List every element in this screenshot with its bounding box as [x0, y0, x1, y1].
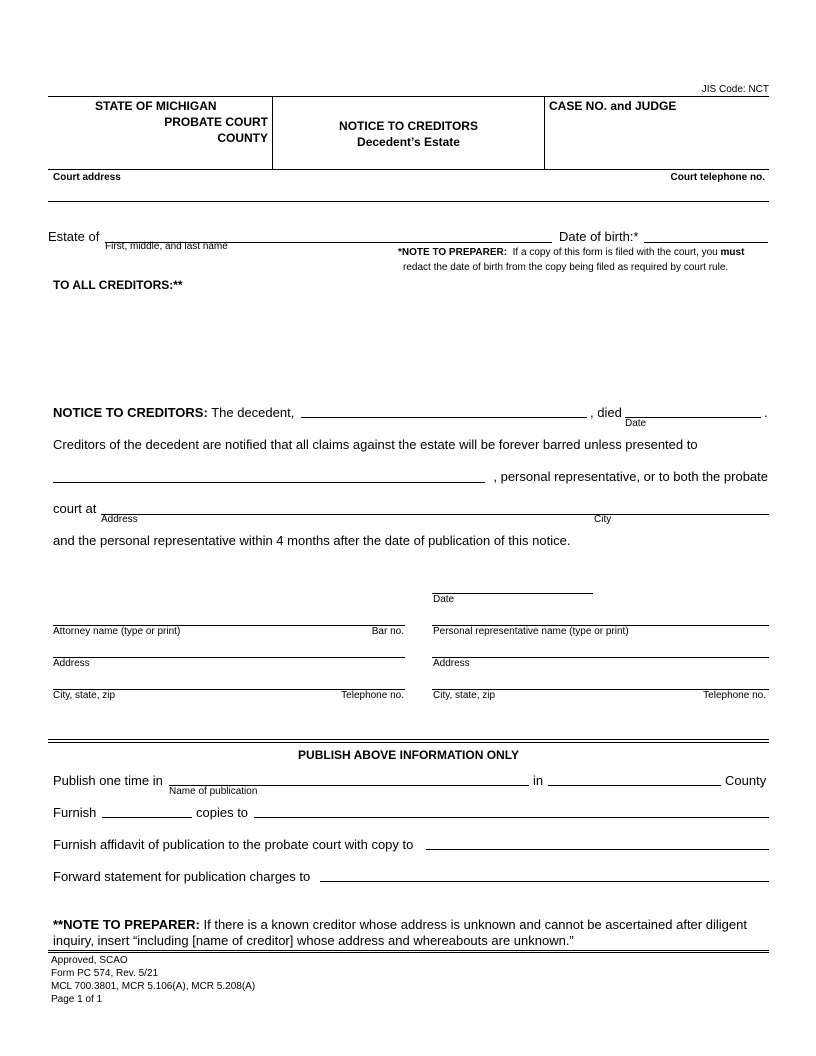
publication-caption: Name of publication	[169, 786, 258, 797]
jis-code: JIS Code: NCT	[701, 84, 769, 95]
footer-rule-1	[48, 950, 769, 951]
header-divider-2	[544, 96, 545, 169]
page-number: Page 1 of 1	[51, 994, 103, 1005]
attorney-tel-caption: Telephone no.	[341, 690, 404, 701]
county-label: COUNTY	[217, 131, 268, 145]
publish-rule-2	[48, 742, 769, 743]
copies-to-field[interactable]	[254, 817, 769, 818]
court-at-field[interactable]	[101, 514, 769, 515]
publish-heading: PUBLISH ABOVE INFORMATION ONLY	[298, 748, 519, 762]
statute-refs: MCL 700.3801, MCR 5.106(A), MCR 5.208(A)	[51, 981, 256, 992]
personal-rep-text: , personal representative, or to both the probate	[493, 469, 768, 484]
date-caption: Date	[433, 594, 455, 605]
form-title: NOTICE TO CREDITORS	[339, 119, 478, 133]
pr-tel-caption: Telephone no.	[703, 690, 766, 701]
publish-one-time-label: Publish one time in	[53, 773, 163, 788]
publish-county-label: County	[725, 773, 767, 788]
pr-address-caption: Address	[433, 658, 470, 669]
copies-to-label: copies to	[196, 805, 249, 820]
dob-note-text-1: If a copy of this form is filed with the court, you	[512, 247, 718, 258]
died-text: , died	[590, 405, 622, 420]
notice-line	[53, 405, 294, 420]
attorney-address-caption: Address	[53, 658, 90, 669]
date-field[interactable]	[432, 593, 593, 594]
within-text: and the personal representative within 4 months after the date of publication of this notice.	[53, 533, 571, 548]
state-name: STATE OF MICHIGAN	[95, 99, 217, 113]
dob-field[interactable]	[644, 242, 768, 243]
court-telephone-label: Court telephone no.	[670, 172, 765, 183]
preparer-note-line-2: inquiry, insert “including [name of creditor] whose address and whereabouts are unknown.”	[53, 933, 574, 948]
publish-in-label: in	[533, 773, 544, 788]
furnish-copies-field[interactable]	[102, 817, 192, 818]
estate-of-label: Estate of	[48, 229, 100, 244]
preparer-note-label: **NOTE TO PREPARER:	[53, 917, 200, 932]
publish-county-field[interactable]	[548, 785, 721, 786]
pr-address-field[interactable]	[432, 657, 769, 658]
affidavit-field[interactable]	[426, 849, 769, 850]
preparer-note-text-1: If there is a known creditor whose address is unknown and cannot be ascertained after diligent	[203, 917, 747, 932]
footer-rule-2	[48, 952, 769, 953]
pr-name-caption: Personal representative name (type or print)	[433, 626, 629, 637]
estate-name-caption: First, middle, and last name	[105, 241, 228, 252]
court-at-city-caption: City	[594, 514, 612, 525]
notice-label: NOTICE TO CREDITORS:	[53, 405, 208, 420]
affidavit-label: Furnish affidavit of publication to the probate court with copy to	[53, 837, 414, 852]
court-address-rule	[48, 201, 769, 202]
publish-rule-1	[48, 739, 769, 740]
court-at-label: court at	[53, 501, 97, 516]
court-name: PROBATE COURT	[164, 115, 268, 129]
died-date-caption: Date	[625, 418, 647, 429]
dob-note-label: *NOTE TO PREPARER:	[398, 247, 508, 258]
furnish-label: Furnish	[53, 805, 97, 820]
forward-label: Forward statement for publication charges to	[53, 869, 311, 884]
personal-rep-field[interactable]	[53, 482, 485, 483]
attorney-name-caption: Attorney name (type or print)	[53, 626, 181, 637]
header-bottom-rule	[48, 169, 769, 170]
form-subtitle: Decedent’s Estate	[357, 135, 460, 149]
court-address-label: Court address	[53, 172, 121, 183]
preparer-note-line-1	[53, 917, 747, 932]
dob-note-line-2: redact the date of birth from the copy being filed as required by court rule.	[403, 262, 729, 273]
header-top-rule	[48, 96, 769, 97]
died-period: .	[764, 405, 768, 420]
pr-city-caption: City, state, zip	[433, 690, 496, 701]
bar-no-caption: Bar no.	[371, 626, 404, 637]
court-at-address-caption: Address	[101, 514, 138, 525]
forward-field[interactable]	[320, 881, 769, 882]
creditors-text: Creditors of the decedent are notified that all claims against the estate will be forever barred unless presented to	[53, 437, 698, 452]
attorney-city-caption: City, state, zip	[53, 690, 116, 701]
attorney-address-field[interactable]	[53, 657, 405, 658]
dob-note-must: must	[720, 247, 745, 258]
dob-label: Date of birth:*	[559, 229, 639, 244]
form-number: Form PC 574, Rev. 5/21	[51, 968, 159, 979]
the-decedent-text: The decedent,	[211, 405, 295, 420]
dob-note-line-1	[398, 247, 744, 258]
case-no-judge: CASE NO. and JUDGE	[549, 99, 677, 113]
approved-text: Approved, SCAO	[51, 955, 128, 966]
to-all-creditors: TO ALL CREDITORS:**	[53, 278, 183, 292]
decedent-name-field[interactable]	[301, 417, 587, 418]
